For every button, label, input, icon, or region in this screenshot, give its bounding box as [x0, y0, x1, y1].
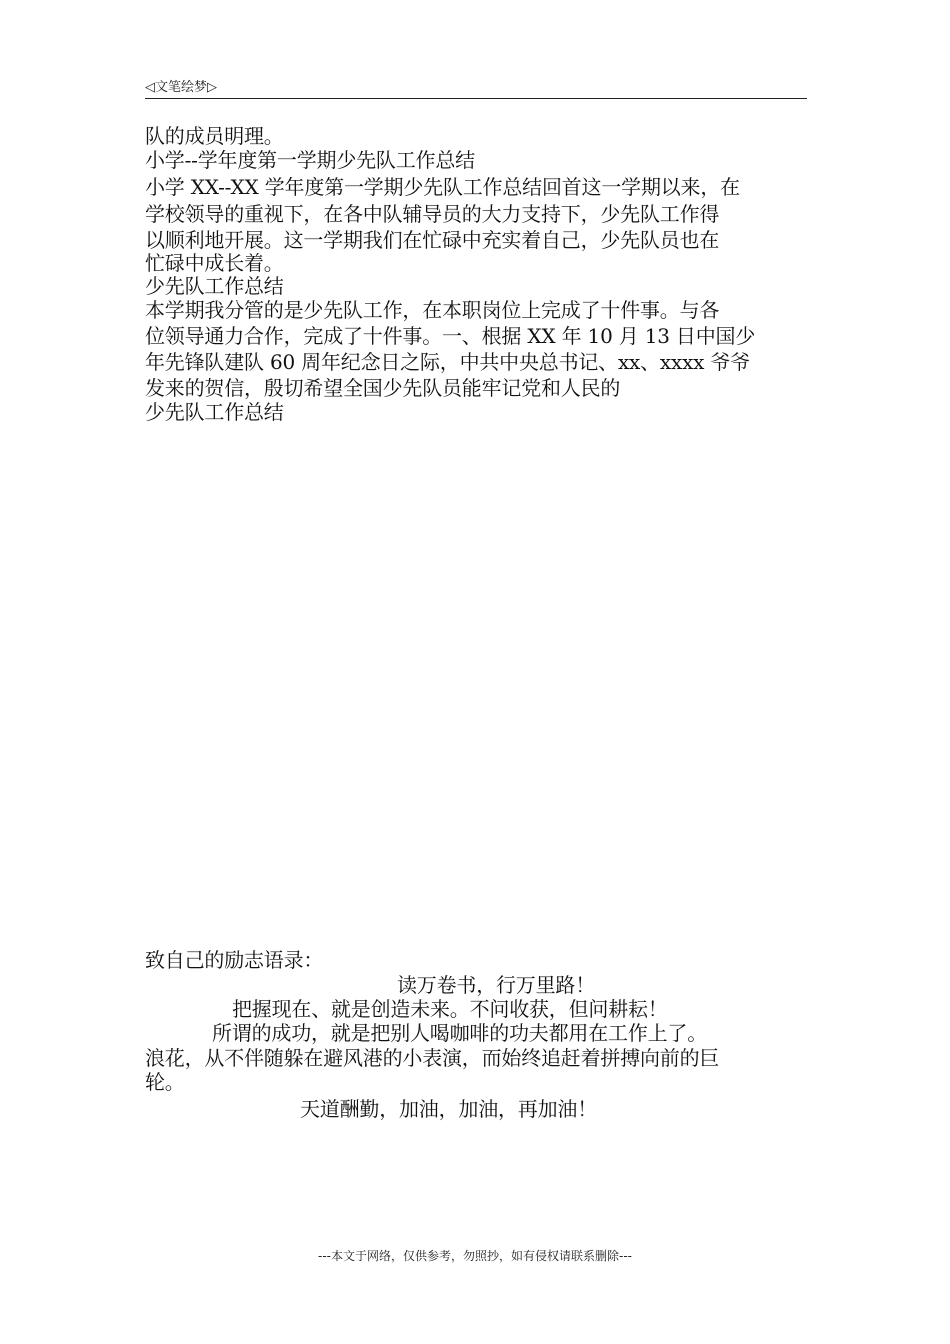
- body-line-9: 位领导通力合作，完成了十件事。一、根据 XX 年 10 月 13 日中国少: [145, 324, 756, 348]
- body-line-8: 本学期我分管的是少先队工作，在本职岗位上完成了十件事。与各: [145, 298, 720, 322]
- motto-line-3: 所谓的成功，就是把别人喝咖啡的功夫都用在工作上了。: [212, 1021, 707, 1045]
- motto-line-5: 轮。: [145, 1070, 185, 1094]
- header-brand: ◁文笔绘梦▷: [145, 80, 217, 95]
- body-line-1: 队的成员明理。: [145, 124, 284, 148]
- motto-line-6: 天道酬勤，加油，加油，再加油！: [300, 1097, 597, 1121]
- section-title-1: 小学--学年度第一学期少先队工作总结: [145, 148, 475, 172]
- page-header: [145, 74, 807, 99]
- body-line-10: 年先锋队建队 60 周年纪念日之际，中共中央总书记、xx、xxxx 爷爷: [145, 350, 750, 374]
- motto-line-1: 读万卷书，行万里路！: [397, 973, 595, 997]
- body-line-4: 学校领导的重视下，在各中队辅导员的大力支持下，少先队工作得: [145, 202, 720, 226]
- motto-line-2: 把握现在、就是创造未来。不问收获，但问耕耘！: [232, 997, 668, 1021]
- body-line-3: 小学 XX--XX 学年度第一学期少先队工作总结回首这一学期以来，在: [145, 175, 740, 199]
- body-line-11: 发来的贺信，殷切希望全国少先队员能牢记党和人民的: [145, 376, 621, 400]
- motto-line-4: 浪花，从不伴随躲在避风港的小表演，而始终追赶着拼搏向前的巨: [145, 1046, 720, 1070]
- body-line-6: 忙碌中成长着。: [145, 251, 284, 275]
- footer-disclaimer: ---本文于网络，仅供参考，勿照抄，如有侵权请联系删除---: [318, 1249, 632, 1263]
- body-line-5: 以顺利地开展。这一学期我们在忙碌中充实着自己，少先队员也在: [145, 228, 720, 252]
- section-title-2: 少先队工作总结: [145, 274, 284, 298]
- motto-title: 致自己的励志语录：: [145, 948, 324, 972]
- section-title-3: 少先队工作总结: [145, 400, 284, 424]
